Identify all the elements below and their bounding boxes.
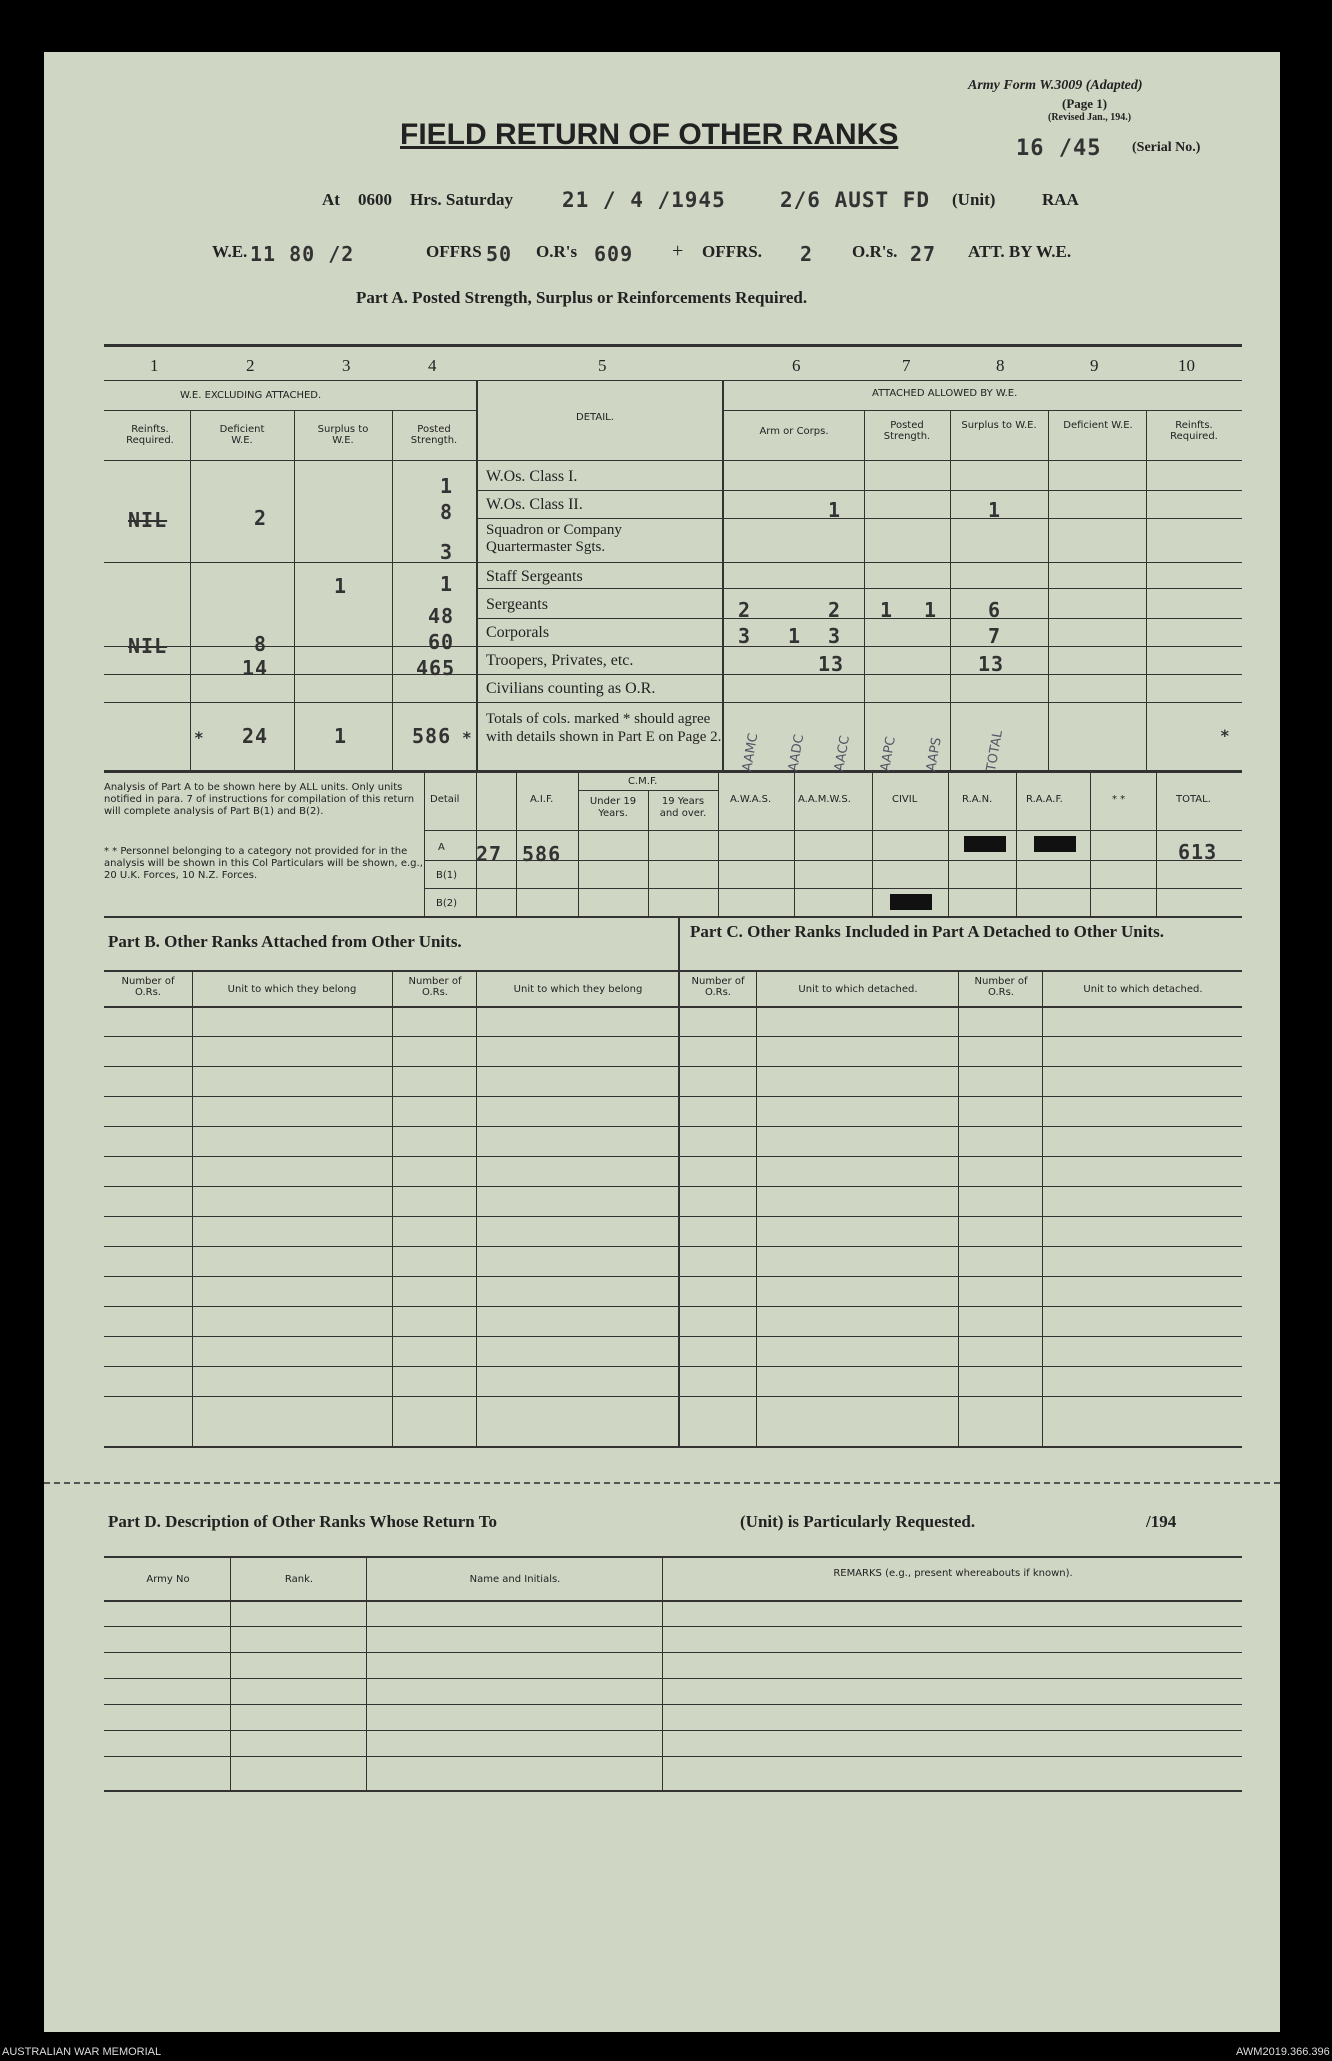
att-label: ATT. BY W.E. [968,242,1072,261]
plus-sign: + [672,240,684,262]
analysis-col [1156,770,1157,916]
table-a-col [392,410,393,770]
attached-value: 13 [818,652,845,676]
total-deficient: 24 [242,724,269,748]
analysis-head: CIVIL [892,794,918,805]
part-c-col [1042,970,1043,1446]
posted-value: 465 [416,656,456,680]
col-number: 10 [1178,356,1195,375]
ruled-row [104,1336,1242,1337]
row-label: Troopers, Privates, etc. [486,652,634,669]
ruled-row [104,1704,1242,1705]
part-b-head: Number of O.Rs. [408,976,462,998]
table-a-col [1146,410,1147,770]
row-label: W.Os. Class II. [486,496,583,513]
surplus-value: 1 [334,574,348,598]
part-d-head: Army No [146,1574,190,1585]
analysis-col [1016,770,1017,916]
table-a-col [476,380,478,770]
revised-note: (Revised Jan., 194.) [1048,112,1132,123]
offrs-label: OFFRS [426,242,482,261]
attached-value: 1 [828,498,842,522]
col-head: Arm or Corps. [759,426,829,437]
col-number: 2 [246,356,255,375]
table-a-line [104,674,1242,675]
analysis-head: R.A.N. [962,794,993,805]
reinfts-nil: NIL [128,634,168,658]
table-a-line [104,646,1242,647]
table-a-line [476,518,1242,519]
posted-value: 48 [428,604,455,628]
table-a-line [476,618,1242,619]
ruled-row [104,1126,1242,1127]
table-a-col [294,410,295,770]
part-d-title-end: /194 [1146,1512,1177,1531]
offrs2-value: 2 [800,242,814,266]
analysis-head: C.M.F. [628,776,658,787]
left-group-header: W.E. EXCLUDING ATTACHED. [180,390,322,401]
part-c-col [958,970,959,1446]
table-a-col [864,410,865,770]
unit-label: (Unit) [952,190,996,209]
row-label: Staff Sergeants [486,568,583,585]
ruled-row [104,1756,1242,1757]
attached-surplus: 13 [978,652,1005,676]
ruled-row [104,1156,1242,1157]
col-number: 4 [428,356,437,375]
part-d-head: Rank. [284,1574,314,1585]
total-star: * [1220,726,1231,745]
analysis-head: * * [1112,794,1126,805]
table-a-line [104,380,1242,381]
attached-surplus: 7 [988,624,1002,648]
pencil-note: AACC [832,734,854,773]
redaction-mark [890,894,932,910]
part-bc-top [104,970,1242,972]
table-a-bottom [104,770,1242,773]
posted-value: 3 [440,540,454,564]
analysis-row-label: B(1) [436,870,458,881]
at-label: At [322,190,340,209]
attached-value: 1 [924,598,938,622]
table-a-top [104,344,1242,347]
ruled-row [104,1652,1242,1653]
table-a-col [1048,410,1049,770]
part-c-col [756,970,757,1446]
analysis-value: 27 [476,842,503,866]
part-d-col [366,1556,367,1790]
col-head: Posted Strength. [883,420,931,442]
analysis-line [424,888,1242,889]
part-d-col [662,1556,663,1790]
analysis-head: R.A.A.F. [1026,794,1063,805]
part-d-head: Name and Initials. [469,1574,561,1585]
part-c-head: Number of O.Rs. [691,976,745,998]
part-b-title: Part B. Other Ranks Attached from Other Units. [108,932,462,951]
analysis-col [424,770,425,916]
pencil-note: AADC [786,733,808,773]
posted-value: 60 [428,630,455,654]
part-d-head: REMARKS (e.g., present whereabouts if known). [833,1568,1073,1579]
part-d-head-line [104,1600,1242,1602]
table-a-col [190,410,191,770]
ruled-row [104,1730,1242,1731]
analysis-head: A.W.A.S. [730,794,772,805]
row-label: Corporals [486,624,550,641]
part-a-title: Part A. Posted Strength, Surplus or Reinforcements Required. [356,288,808,307]
analysis-head: A.A.M.W.S. [798,794,851,805]
ruled-row [104,1036,1242,1037]
ruled-row [104,1366,1242,1367]
page-title: FIELD RETURN OF OTHER RANKS [400,118,899,151]
we-value: 11 80 /2 [250,242,355,266]
page-number: (Page 1) [1062,96,1108,111]
part-d-title: Part D. Description of Other Ranks Whose Return To [108,1512,497,1531]
col-number: 1 [150,356,159,375]
analysis-note: * * Personnel belonging to a category not provided for in the analysis will be shown in this Col Particulars will be shown, e.g., 20 U.K. Forces, 10 N.Z. Forces. [104,846,423,881]
analysis-col [718,770,719,916]
form-id: Army Form W.3009 (Adapted) [968,78,1143,93]
table-a-line [104,460,1242,461]
analysis-head: TOTAL. [1176,794,1211,805]
we-label: W.E. [212,242,248,261]
col-head: Surplus to W.E. [317,424,369,446]
col-head: Surplus to W.E. [961,420,1037,431]
part-d-col [230,1556,231,1790]
reinfts-nil: NIL [128,508,168,532]
analysis-line [578,790,718,791]
attached-value: 1 [788,624,802,648]
part-c-head: Unit to which detached. [1083,984,1203,995]
redaction-mark [1034,836,1076,852]
col-head: Reinfts. Required. [1170,420,1218,442]
ruled-row [104,1306,1242,1307]
col-head: Reinfts. Required. [126,424,174,446]
analysis-col [1090,770,1091,916]
col-head: Deficient W.E. [1063,420,1133,431]
analysis-col [578,770,579,916]
ruled-row [104,1626,1242,1627]
table-a-line [104,410,476,411]
analysis-col [648,790,649,916]
col-head: Posted Strength. [410,424,458,446]
table-a-line [476,588,1242,589]
table-a-line [476,490,1242,491]
col-number: 9 [1090,356,1099,375]
col-number: 5 [598,356,607,375]
part-bc-head-line [104,1006,1242,1008]
table-a-line [722,410,1242,411]
part-b-head: Unit to which they belong [513,984,643,995]
total-posted: 586 [412,724,452,748]
analysis-col [948,770,949,916]
part-c-head: Unit to which detached. [798,984,918,995]
analysis-head: 19 Years and over. [659,796,707,819]
row-label: Squadron or Company Quartermaster Sgts. [486,522,622,555]
part-b-head: Number of O.Rs. [121,976,175,998]
ruled-row [104,1246,1242,1247]
part-b-col [476,970,477,1446]
footer-accession: AWM2019.366.396 [1236,2046,1330,2058]
part-b-head: Unit to which they belong [227,984,357,995]
posted-value: 1 [440,474,454,498]
row-label: Sergeants [486,596,548,613]
pencil-note: AAMC [740,732,762,773]
analysis-col [872,770,873,916]
deficient-value: 8 [254,632,268,656]
col-number: 6 [792,356,801,375]
analysis-line [424,830,1242,831]
analysis-row-label: B(2) [436,898,458,909]
ors2-label: O.R's. [852,242,898,261]
analysis-total: 613 [1178,840,1218,864]
ruled-row [104,1066,1242,1067]
attached-value: 3 [828,624,842,648]
time-value: 0600 [358,190,392,209]
col-number: 8 [996,356,1005,375]
analysis-head: A.I.F. [530,794,554,805]
part-c-head: Number of O.Rs. [974,976,1028,998]
ruled-row [104,1186,1242,1187]
analysis-bottom [104,916,1242,918]
attached-surplus: 1 [988,498,1002,522]
footer-source: AUSTRALIAN WAR MEMORIAL [2,2046,162,2058]
ruled-row [104,1276,1242,1277]
part-b-col [392,970,393,1446]
part-c-title: Part C. Other Ranks Included in Part A Detached to Other Units. [690,922,1164,941]
row-label: Civilians counting as O.R. [486,680,656,697]
part-d-title-mid: (Unit) is Particularly Requested. [740,1512,976,1531]
pencil-note: AAPC [878,735,899,773]
attached-value: 1 [880,598,894,622]
part-b-col [192,970,193,1446]
ruled-row [104,1678,1242,1679]
analysis-row-label: A [438,842,445,853]
offrs2-label: OFFRS. [702,242,762,261]
detail-header: DETAIL. [576,412,614,423]
ruled-row [104,1396,1242,1397]
analysis-note: Analysis of Part A to be shown here by ALL units. Only units notified in para. 7 of instructions for compilation of this return will complete analysis of Part B(1) and B(2). [104,782,415,817]
serial-label: (Serial No.) [1132,140,1201,155]
analysis-head: Under 19 Years. [589,796,637,819]
right-group-header: ATTACHED ALLOWED BY W.E. [872,388,1018,399]
ors2-value: 27 [910,242,937,266]
ruled-row [104,1096,1242,1097]
deficient-value: 2 [254,506,268,530]
posted-value: 1 [440,572,454,596]
fold-line [44,1482,1280,1484]
total-star: * [194,728,205,747]
posted-value: 8 [440,500,454,524]
day-label: Hrs. Saturday [410,190,513,209]
part-bc-bottom [104,1446,1242,1448]
table-a-line [104,562,1242,563]
total-surplus: 1 [334,724,348,748]
table-a-line [104,702,1242,703]
totals-note: Totals of cols. marked * should agree with details shown in Part E on Page 2. [486,711,722,745]
table-a-col [950,410,951,770]
attached-value: 3 [738,624,752,648]
serial-value: 16 /45 [1016,136,1102,161]
attached-value: 2 [828,598,842,622]
ors-label: O.R's [536,242,578,261]
pencil-note: TOTAL [984,729,1006,773]
attached-surplus: 6 [988,598,1002,622]
row-label: W.Os. Class I. [486,468,578,485]
deficient-value: 14 [242,656,269,680]
col-number: 7 [902,356,911,375]
pencil-note: AAPS [924,736,945,773]
analysis-col [516,770,517,916]
col-number: 3 [342,356,351,375]
offrs-value: 50 [486,242,513,266]
attached-value: 2 [738,598,752,622]
total-star: * [462,728,473,747]
part-d-bottom [104,1790,1242,1792]
redaction-mark [964,836,1006,852]
ors-value: 609 [594,242,634,266]
ruled-row [104,1216,1242,1217]
analysis-head: Detail [430,794,460,805]
analysis-col [794,770,795,916]
date-value: 21 / 4 /1945 [562,188,726,212]
unit-value: 2/6 AUST FD [780,188,931,212]
part-d-top [104,1556,1242,1558]
unit-suffix: RAA [1042,190,1079,209]
analysis-value: 586 [522,842,562,866]
col-head: Deficient W.E. [219,424,265,446]
